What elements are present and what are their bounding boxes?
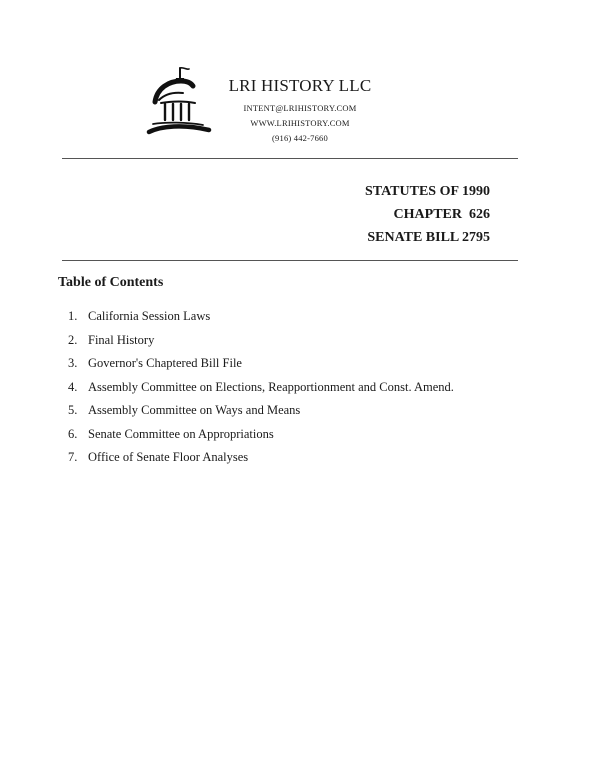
- company-email: INTENT@LRIHISTORY.COM: [243, 103, 357, 113]
- toc-item-number: 2.: [68, 332, 78, 347]
- toc-item: [68, 353, 454, 377]
- company-website: WWW.LRIHISTORY.COM: [250, 118, 350, 128]
- toc-item-number: 7.: [68, 450, 78, 464]
- toc-heading: Table of Contents: [58, 275, 164, 290]
- toc-item: [68, 306, 454, 330]
- toc-list: [68, 306, 454, 471]
- company-name: LRI HISTORY LLC: [228, 76, 372, 95]
- toc-item-label: Assembly Committee on Ways and Means: [88, 403, 301, 417]
- statute-block: [365, 180, 490, 249]
- toc-item: [68, 377, 454, 401]
- toc-item-number: 4.: [68, 379, 78, 394]
- toc-item-label: Final History: [88, 332, 155, 347]
- company-phone: (916) 442-7660: [272, 133, 328, 143]
- toc-item-label: Senate Committee on Appropriations: [88, 426, 274, 441]
- bottom-divider: [62, 260, 518, 261]
- toc-item-number: 6.: [68, 426, 78, 441]
- toc-item: [68, 400, 454, 424]
- toc-item-number: 1.: [68, 309, 78, 323]
- letterhead: [200, 76, 400, 146]
- toc-item-label: Governor's Chaptered Bill File: [88, 356, 242, 370]
- toc-item: [68, 330, 454, 354]
- toc-item-number: 5.: [68, 403, 78, 417]
- statute-year: STATUTES OF 1990: [365, 184, 490, 199]
- top-divider: [62, 158, 518, 159]
- statute-chapter: CHAPTER 626: [393, 207, 490, 222]
- toc-item-label: Assembly Committee on Elections, Reapportionment and Const. Amend.: [88, 379, 454, 394]
- toc-item-label: California Session Laws: [88, 309, 211, 323]
- toc-item-label: Office of Senate Floor Analyses: [88, 450, 249, 464]
- statute-bill: SENATE BILL 2795: [367, 230, 490, 245]
- toc-item: [68, 447, 454, 471]
- toc-item: [68, 424, 454, 448]
- toc-item-number: 3.: [68, 356, 78, 370]
